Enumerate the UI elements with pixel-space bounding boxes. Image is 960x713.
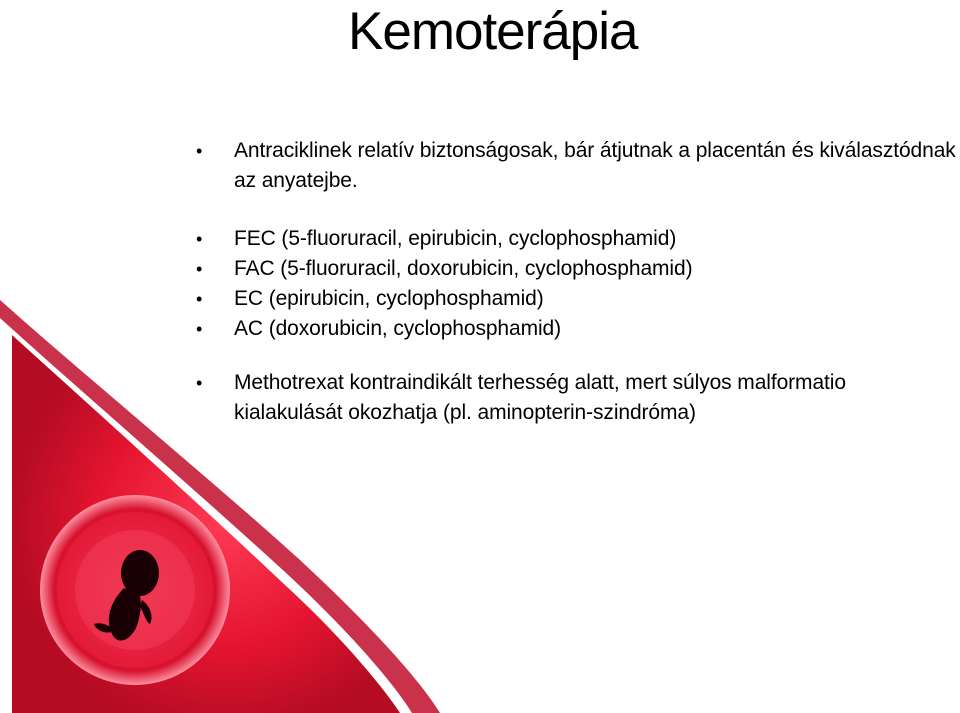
bullet-antracyclines: • Antraciklinek relatív biztonságosak, bár átjutnak a placentán és kiválasztódnak az anyatejbe. [196,136,956,196]
bullet-ec: • EC (epirubicin, cyclophosphamid) [196,284,956,314]
bullet-methotrexat: • Methotrexat kontraindikált terhesség alatt, mert súlyos malformatio kialakulását okozhatja (pl. aminopterin-szindróma) [196,368,956,428]
slide-title: Kemoterápia [348,2,638,61]
bullet-fac: • FAC (5-fluoruracil, doxorubicin, cyclophosphamid) [196,254,956,284]
bullet-ac: • AC (doxorubicin, cyclophosphamid) [196,314,956,344]
bullet-fec: • FEC (5-fluoruracil, epirubicin, cyclophosphamid) [196,224,956,254]
bullet-list [196,136,956,428]
